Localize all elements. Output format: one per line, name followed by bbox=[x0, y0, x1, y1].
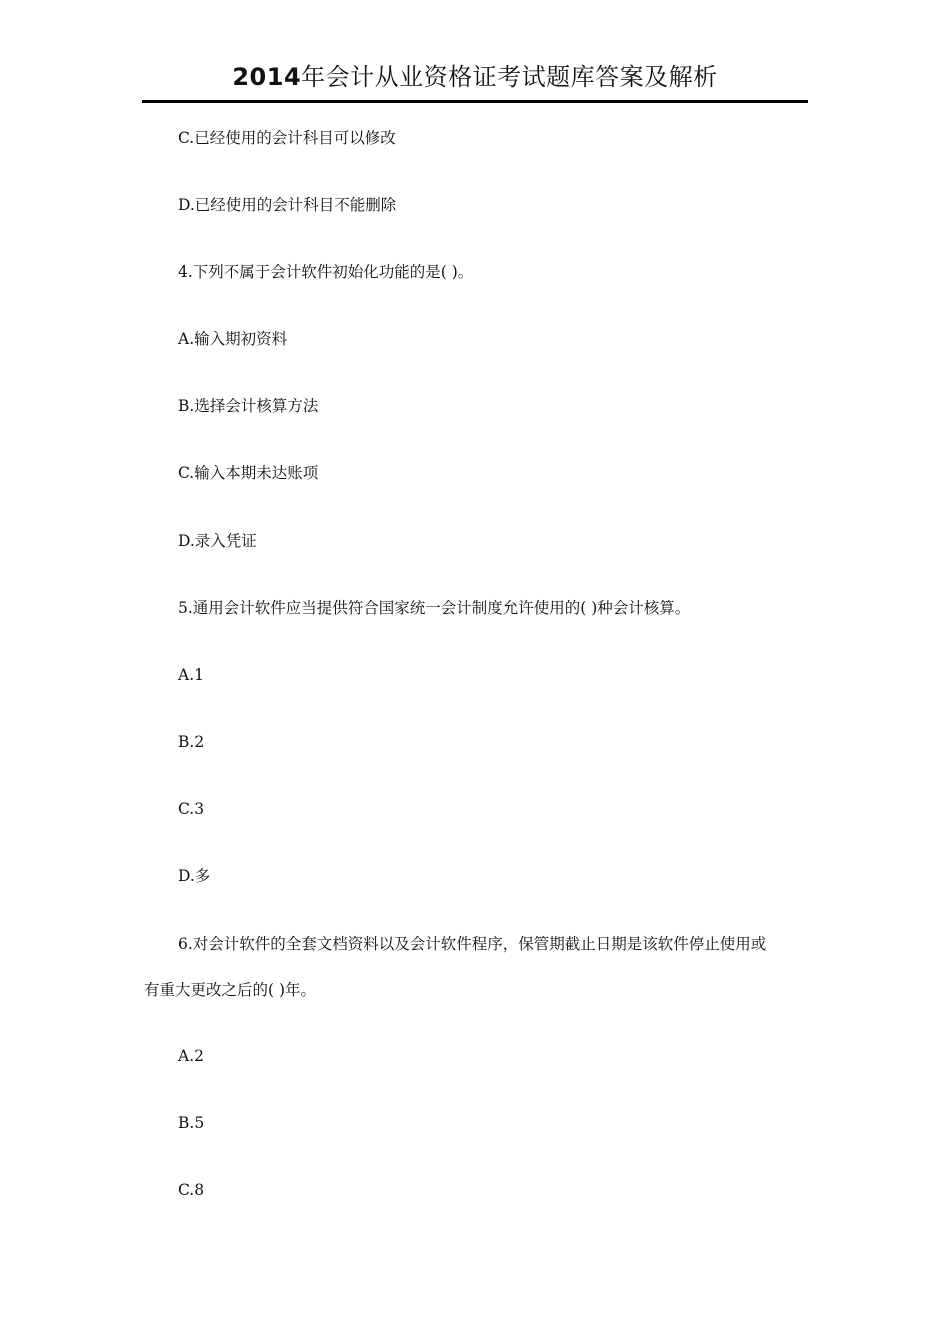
option-b-q4: B.选择会计核算方法 bbox=[178, 397, 319, 415]
option-d-q5: D.多 bbox=[178, 867, 211, 885]
option-c-q3: C.已经使用的会计科目可以修改 bbox=[178, 129, 396, 147]
question-6-line-1: 6.对会计软件的全套文档资料以及会计软件程序，保管期截止日期是该软件停止使用或 bbox=[178, 935, 767, 953]
header-divider bbox=[142, 100, 808, 103]
option-b-q6: B.5 bbox=[178, 1114, 205, 1132]
option-c-q6: C.8 bbox=[178, 1181, 205, 1199]
option-a-q6: A.2 bbox=[178, 1047, 204, 1065]
page-header-title bbox=[142, 58, 808, 96]
question-5: 5.通用会计软件应当提供符合国家统一会计制度允许使用的( )种会计核算。 bbox=[178, 599, 691, 617]
option-a-q5: A.1 bbox=[178, 666, 204, 684]
option-c-q4: C.输入本期未达账项 bbox=[178, 464, 319, 482]
question-6-line-2: 有重大更改之后的( )年。 bbox=[144, 981, 317, 999]
header-text: 年会计从业资格证考试题库答案及解析 bbox=[301, 63, 718, 91]
option-c-q5: C.3 bbox=[178, 800, 205, 818]
option-d-q3: D.已经使用的会计科目不能删除 bbox=[178, 196, 397, 214]
option-d-q4: D.录入凭证 bbox=[178, 532, 257, 550]
option-b-q5: B.2 bbox=[178, 733, 205, 751]
option-a-q4: A.输入期初资料 bbox=[178, 330, 288, 348]
question-4: 4.下列不属于会计软件初始化功能的是( )。 bbox=[178, 263, 474, 281]
header-year: 2014 bbox=[232, 63, 302, 91]
